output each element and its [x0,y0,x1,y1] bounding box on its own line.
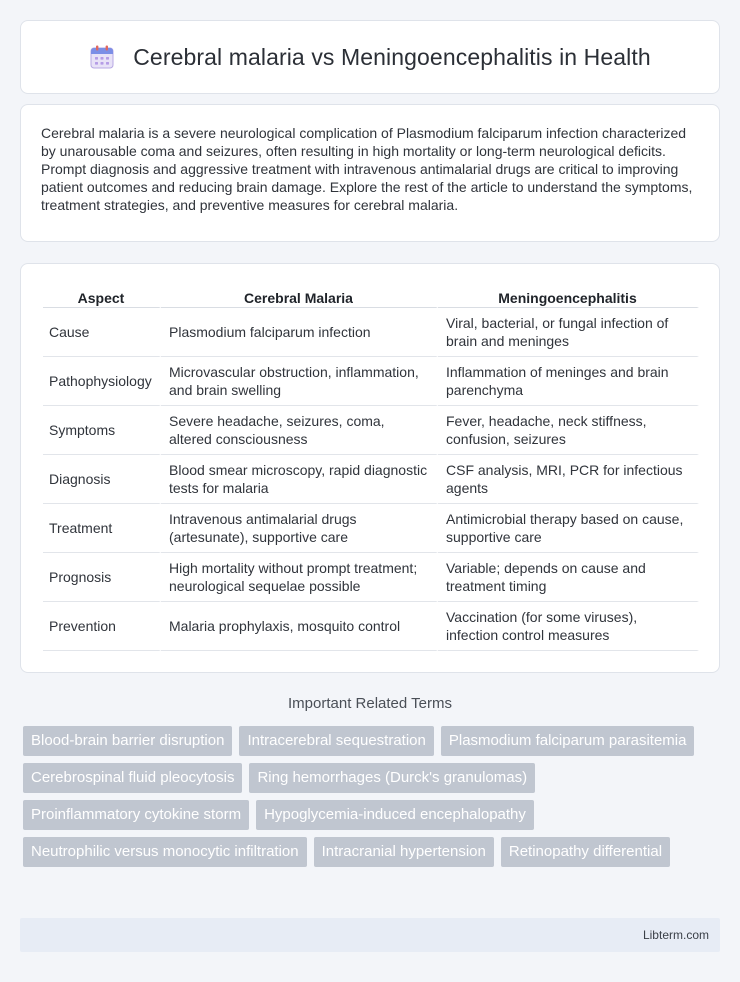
aspect-cell: Treatment [43,504,161,553]
related-term-tag[interactable]: Hypoglycemia-induced encephalopathy [256,800,534,830]
footer-site-link[interactable]: Libterm.com [642,928,709,942]
title-wrap [89,44,651,71]
aspect-cell: Symptoms [43,406,161,455]
aspect-cell: Diagnosis [43,455,161,504]
intro-paragraph: Cerebral malaria is a severe neurological complication of Plasmodium falciparum infection characterized by unarousable coma and seizures, often resulting in high mortality or long-term neurological deficits. Prompt diagnosis and aggressive treatment with intravenous antimalarial drugs are critical to improving patient outcomes and reducing brain damage. Explore the rest of the article to understand the symptoms, treatment strategies, and preventive measures for cerebral malaria. [41,125,693,213]
meningoencephalitis-cell: Antimicrobial therapy based on cause, supportive care [438,504,699,553]
cerebral-malaria-cell: Microvascular obstruction, inflammation, and brain swelling [161,357,438,406]
intro-card [20,104,720,242]
related-terms-title: Important Related Terms [288,695,452,712]
cerebral-malaria-cell: Intravenous antimalarial drugs (artesunate), supportive care [161,504,438,553]
table-row [43,504,699,553]
table-row [43,308,699,357]
table-row [43,455,699,504]
table-row [43,602,699,651]
header-cerebral-malaria: Cerebral Malaria [161,286,438,308]
related-term-tag[interactable]: Cerebrospinal fluid pleocytosis [23,763,242,793]
related-terms-list [23,726,723,867]
cerebral-malaria-cell: High mortality without prompt treatment; neurological sequelae possible [161,553,438,602]
table-row [43,357,699,406]
table-row [43,553,699,602]
footer [20,918,720,952]
related-term-tag[interactable]: Neutrophilic versus monocytic infiltration [23,837,307,867]
meningoencephalitis-cell: Inflammation of meninges and brain parenchyma [438,357,699,406]
related-term-tag[interactable]: Intracranial hypertension [314,837,494,867]
related-term-tag[interactable]: Retinopathy differential [501,837,670,867]
related-term-tag[interactable]: Blood-brain barrier disruption [23,726,232,756]
aspect-cell: Prognosis [43,553,161,602]
table-row [43,406,699,455]
page-title: Cerebral malaria vs Meningoencephalitis in Health [133,43,651,70]
meningoencephalitis-cell: CSF analysis, MRI, PCR for infectious agents [438,455,699,504]
comparison-table-card [20,263,720,673]
aspect-cell: Cause [43,308,161,357]
related-term-tag[interactable]: Intracerebral sequestration [239,726,433,756]
header-card [20,20,720,94]
aspect-cell: Pathophysiology [43,357,161,406]
aspect-cell: Prevention [43,602,161,651]
header-meningoencephalitis: Meningoencephalitis [438,286,699,308]
related-term-tag[interactable]: Plasmodium falciparum parasitemia [441,726,695,756]
table-header-row [43,286,699,308]
meningoencephalitis-cell: Viral, bacterial, or fungal infection of brain and meninges [438,308,699,357]
related-term-tag[interactable]: Ring hemorrhages (Durck's granulomas) [249,763,535,793]
calendar-icon [89,44,115,70]
comparison-table [43,286,699,651]
meningoencephalitis-cell: Variable; depends on cause and treatment timing [438,553,699,602]
cerebral-malaria-cell: Severe headache, seizures, coma, altered consciousness [161,406,438,455]
cerebral-malaria-cell: Malaria prophylaxis, mosquito control [161,602,438,651]
meningoencephalitis-cell: Vaccination (for some viruses), infection control measures [438,602,699,651]
cerebral-malaria-cell: Blood smear microscopy, rapid diagnostic tests for malaria [161,455,438,504]
related-term-tag[interactable]: Proinflammatory cytokine storm [23,800,249,830]
cerebral-malaria-cell: Plasmodium falciparum infection [161,308,438,357]
meningoencephalitis-cell: Fever, headache, neck stiffness, confusion, seizures [438,406,699,455]
header-aspect: Aspect [43,286,161,308]
